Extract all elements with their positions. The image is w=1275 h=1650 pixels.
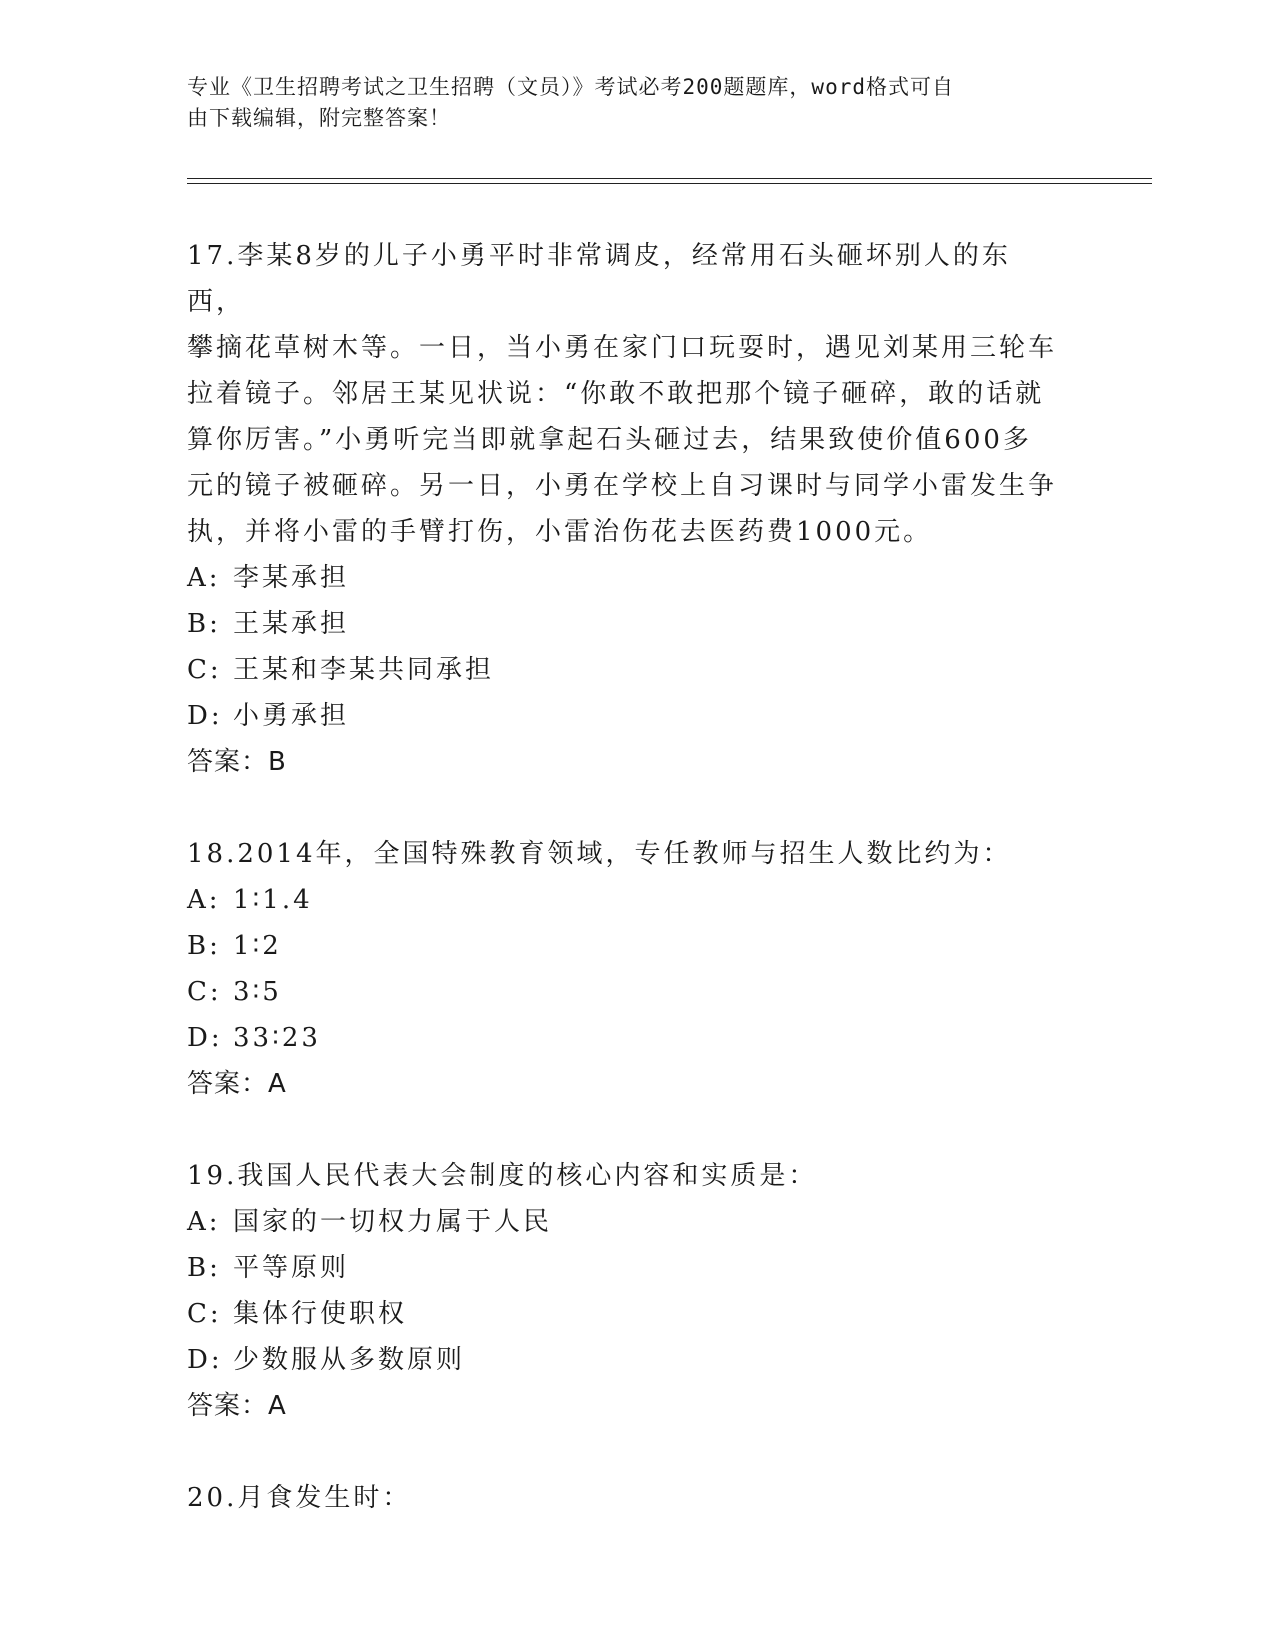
option-b — [187, 601, 1067, 647]
question-19 — [187, 1153, 1067, 1429]
option-label: C: — [187, 977, 222, 1007]
option-label: B: — [187, 931, 221, 961]
question-text: 17.李某8岁的儿子小勇平时非常调皮，经常用石头砸坏别人的东西， — [187, 241, 1011, 317]
option-text: 3∶5 — [233, 977, 282, 1007]
option-c — [187, 647, 1067, 693]
option-d — [187, 1015, 1067, 1061]
question-20 — [187, 1475, 1067, 1521]
question-list — [187, 233, 1067, 1521]
question-17 — [187, 233, 1067, 785]
option-a — [187, 1199, 1067, 1245]
option-text: 33∶23 — [233, 1023, 321, 1053]
question-text: 算你厉害。”小勇听完当即就拿起石头砸过去，结果致使价值600多 — [187, 425, 1032, 455]
option-c — [187, 969, 1067, 1015]
question-text: 元的镜子被砸碎。另一日，小勇在学校上自习课时与同学小雷发生争 — [187, 471, 1058, 501]
option-text: 集体行使职权 — [233, 1299, 408, 1329]
option-b — [187, 923, 1067, 969]
option-label: B: — [187, 1253, 221, 1283]
option-text: 1∶2 — [233, 931, 282, 961]
option-a — [187, 877, 1067, 923]
option-a — [187, 555, 1067, 601]
header-line-1: 专业《卫生招聘考试之卫生招聘（文员）》考试必考200题题库，word格式可自 — [187, 75, 954, 99]
question-18 — [187, 831, 1067, 1107]
option-label: D: — [187, 1345, 223, 1375]
option-label: D: — [187, 701, 223, 731]
spacer — [187, 1107, 1067, 1153]
option-text: 李某承担 — [233, 563, 350, 593]
option-label: C: — [187, 655, 222, 685]
option-label: B: — [187, 609, 221, 639]
option-label: A: — [187, 563, 221, 593]
header-divider-top — [187, 178, 1152, 179]
question-text: 执，并将小雷的手臂打伤，小雷治伤花去医药费1000元。 — [187, 517, 933, 547]
header-line-2: 由下载编辑，附完整答案！ — [187, 106, 451, 130]
option-text: 平等原则 — [233, 1253, 350, 1283]
question-text: 拉着镜子。邻居王某见状说：“你敢不敢把那个镜子砸碎，敢的话就 — [187, 379, 1045, 409]
option-text: 国家的一切权力属于人民 — [233, 1207, 553, 1237]
option-text: 1∶1.4 — [233, 885, 313, 915]
answer: 答案：A — [187, 1069, 287, 1099]
answer: 答案：A — [187, 1391, 287, 1421]
option-label: A: — [187, 1207, 221, 1237]
option-b — [187, 1245, 1067, 1291]
option-text: 小勇承担 — [233, 701, 350, 731]
option-d — [187, 1337, 1067, 1383]
option-text: 少数服从多数原则 — [233, 1345, 466, 1375]
answer: 答案：B — [187, 747, 287, 777]
question-text: 19.我国人民代表大会制度的核心内容和实质是： — [187, 1161, 818, 1191]
header-divider-bottom — [187, 183, 1152, 184]
question-text: 20.月食发生时： — [187, 1483, 412, 1513]
option-text: 王某承担 — [233, 609, 350, 639]
question-text: 攀摘花草树木等。一日，当小勇在家门口玩耍时，遇见刘某用三轮车 — [187, 333, 1058, 363]
option-text: 王某和李某共同承担 — [233, 655, 495, 685]
option-c — [187, 1291, 1067, 1337]
option-d — [187, 693, 1067, 739]
option-label: C: — [187, 1299, 222, 1329]
option-label: D: — [187, 1023, 223, 1053]
document-header — [187, 72, 1067, 134]
spacer — [187, 1429, 1067, 1475]
spacer — [187, 785, 1067, 831]
question-text: 18.2014年，全国特殊教育领域，专任教师与招生人数比约为： — [187, 839, 1012, 869]
option-label: A: — [187, 885, 221, 915]
